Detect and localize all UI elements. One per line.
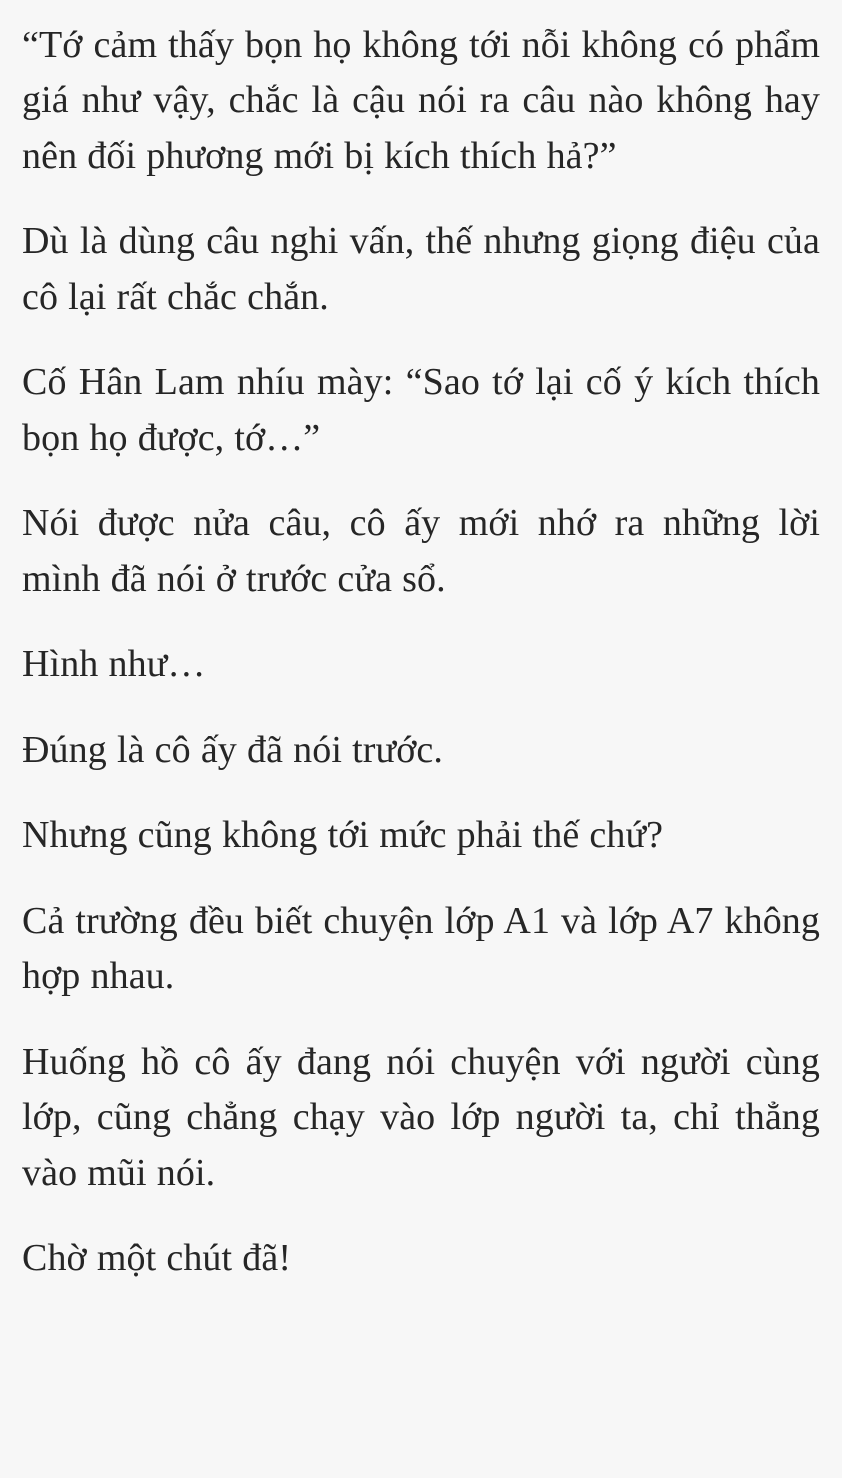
paragraph: Nói được nửa câu, cô ấy mới nhớ ra những lời mình đã nói ở trước cửa sổ. — [22, 502, 820, 600]
paragraph: Dù là dùng câu nghi vấn, thế nhưng giọng điệu của cô lại rất chắc chắn. — [22, 220, 820, 318]
paragraph: Nhưng cũng không tới mức phải thế chứ? — [22, 814, 664, 857]
paragraph: Chờ một chút đã! — [22, 1236, 292, 1279]
paragraph: “Tớ cảm thấy bọn họ không tới nỗi không có phẩm giá như vậy, chắc là cậu nói ra câu nào không hay nên đối phương mới bị kích thích hả?” — [22, 24, 820, 177]
paragraph: Cố Hân Lam nhíu mày: “Sao tớ lại cố ý kích thích bọn họ được, tớ…” — [22, 361, 820, 459]
paragraph: Đúng là cô ấy đã nói trước. — [22, 728, 443, 771]
paragraph: Cả trường đều biết chuyện lớp A1 và lớp A7 không hợp nhau. — [22, 899, 820, 998]
paragraph: Huống hồ cô ấy đang nói chuyện với người cùng lớp, cũng chẳng chạy vào lớp người ta, chỉ thẳng vào mũi nói. — [22, 1040, 820, 1194]
paragraph: Hình như… — [22, 643, 206, 686]
